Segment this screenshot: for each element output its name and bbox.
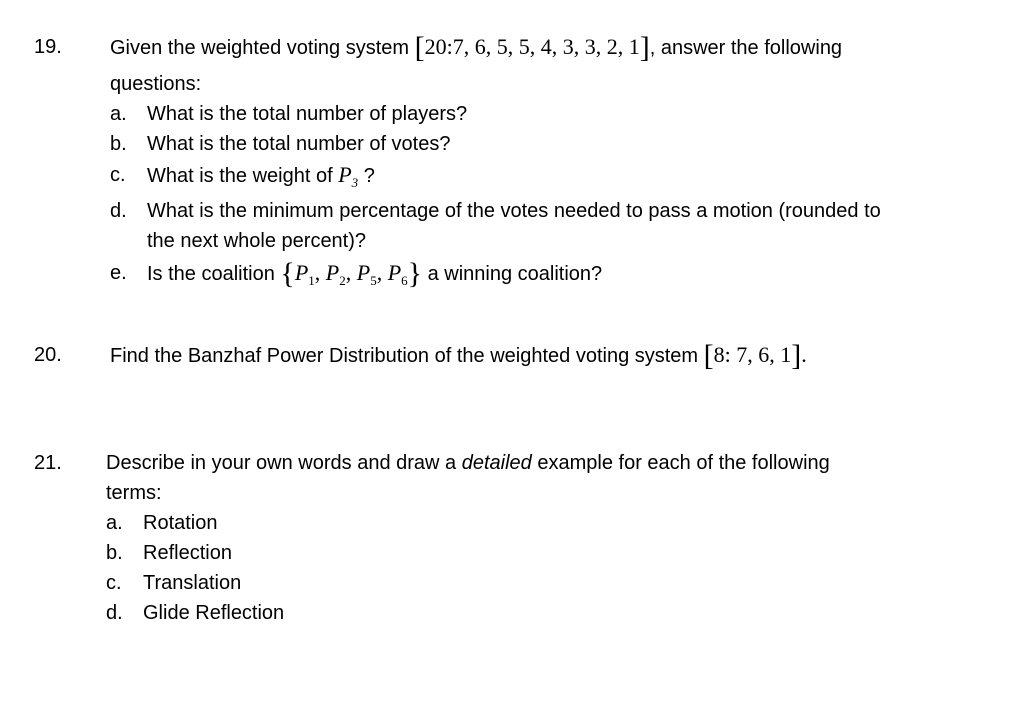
question-number: 20.	[34, 344, 62, 366]
question-intro-line2: questions:	[110, 73, 202, 95]
subquestion-a	[110, 99, 990, 129]
subquestion-letter: a.	[106, 512, 123, 534]
player-subscript: 5	[370, 273, 377, 288]
subquestion-text: What is the total number of votes?	[147, 133, 451, 155]
subquestion-letter: b.	[110, 133, 127, 155]
player-subscript: 3	[351, 175, 359, 190]
text-after: ?	[363, 165, 375, 187]
subquestion-text	[147, 160, 990, 191]
question-body	[106, 448, 986, 628]
question-intro	[106, 448, 986, 478]
subquestion-text: What is the total number of players?	[147, 103, 468, 125]
subquestion-text: Translation	[143, 572, 242, 594]
weighted-voting-system: [8: 7, 6, 1].	[703, 339, 807, 372]
subquestion-e	[110, 258, 990, 289]
player-letter: P	[325, 260, 340, 285]
subquestion-text	[147, 258, 990, 289]
player-letter: P	[338, 162, 352, 187]
text-before: What is the weight of	[147, 165, 333, 187]
intro-text-after: example for each of the following	[537, 452, 830, 474]
subquestion-text: Rotation	[143, 512, 218, 534]
coalition-set: {$P_1$, $P_2$, $P_5$, $P_6$}	[280, 257, 423, 290]
intro-text: Describe in your own words and draw a	[106, 452, 457, 474]
subquestion-letter: a.	[110, 103, 127, 125]
intro-text: Given the weighted voting system	[110, 37, 410, 59]
subquestion-a	[106, 508, 986, 538]
quota: 20	[424, 34, 447, 59]
subquestion-text: Glide Reflection	[143, 602, 285, 624]
question-number: 21.	[34, 452, 62, 474]
quota: 8	[713, 342, 725, 367]
subquestion-c	[110, 160, 990, 191]
question-number: 19.	[34, 36, 62, 58]
weighted-voting-system: [20:7, 6, 5, 5, 4, 3, 3, 2, 1]	[414, 31, 650, 64]
player-subscript: 1	[308, 273, 315, 288]
question-text: Find the Banzhaf Power Distribution of the weighted voting system	[110, 345, 699, 367]
text-before: Is the coalition	[147, 263, 275, 285]
player-symbol	[338, 162, 359, 190]
subquestion-letter: e.	[110, 262, 127, 284]
player-subscript: 2	[339, 273, 346, 288]
subquestion-letter: b.	[106, 542, 123, 564]
question-intro	[110, 32, 990, 63]
emphasis-text: detailed	[461, 452, 532, 474]
question-intro-line2: terms:	[106, 482, 162, 504]
subquestion-b	[106, 538, 986, 568]
subquestion-text-line2: the next whole percent)?	[147, 230, 367, 252]
subquestion-letter: d.	[106, 602, 123, 624]
question-body	[110, 32, 990, 289]
player-subscript: 6	[401, 273, 408, 288]
player-letter: P	[294, 260, 309, 285]
subquestion-letter: d.	[110, 200, 127, 222]
subquestion-d	[110, 196, 990, 256]
question-body	[110, 340, 990, 371]
intro-text-after: , answer the following	[649, 37, 843, 59]
subquestion-letter: c.	[110, 164, 126, 186]
weights: 7, 6, 1	[736, 342, 792, 367]
subquestion-text-line1: What is the minimum percentage of the votes needed to pass a motion (rounded to	[147, 200, 881, 222]
text-after: a winning coalition?	[427, 263, 603, 285]
player-letter: P	[356, 260, 371, 285]
period: .	[801, 342, 807, 367]
subquestion-d	[106, 598, 986, 628]
subquestion-letter: c.	[106, 572, 122, 594]
weights: 7, 6, 5, 5, 4, 3, 3, 2, 1	[452, 34, 640, 59]
subquestion-b	[110, 129, 990, 159]
subquestion-text: Reflection	[143, 542, 232, 564]
player-letter: P	[387, 260, 402, 285]
subquestion-c	[106, 568, 986, 598]
